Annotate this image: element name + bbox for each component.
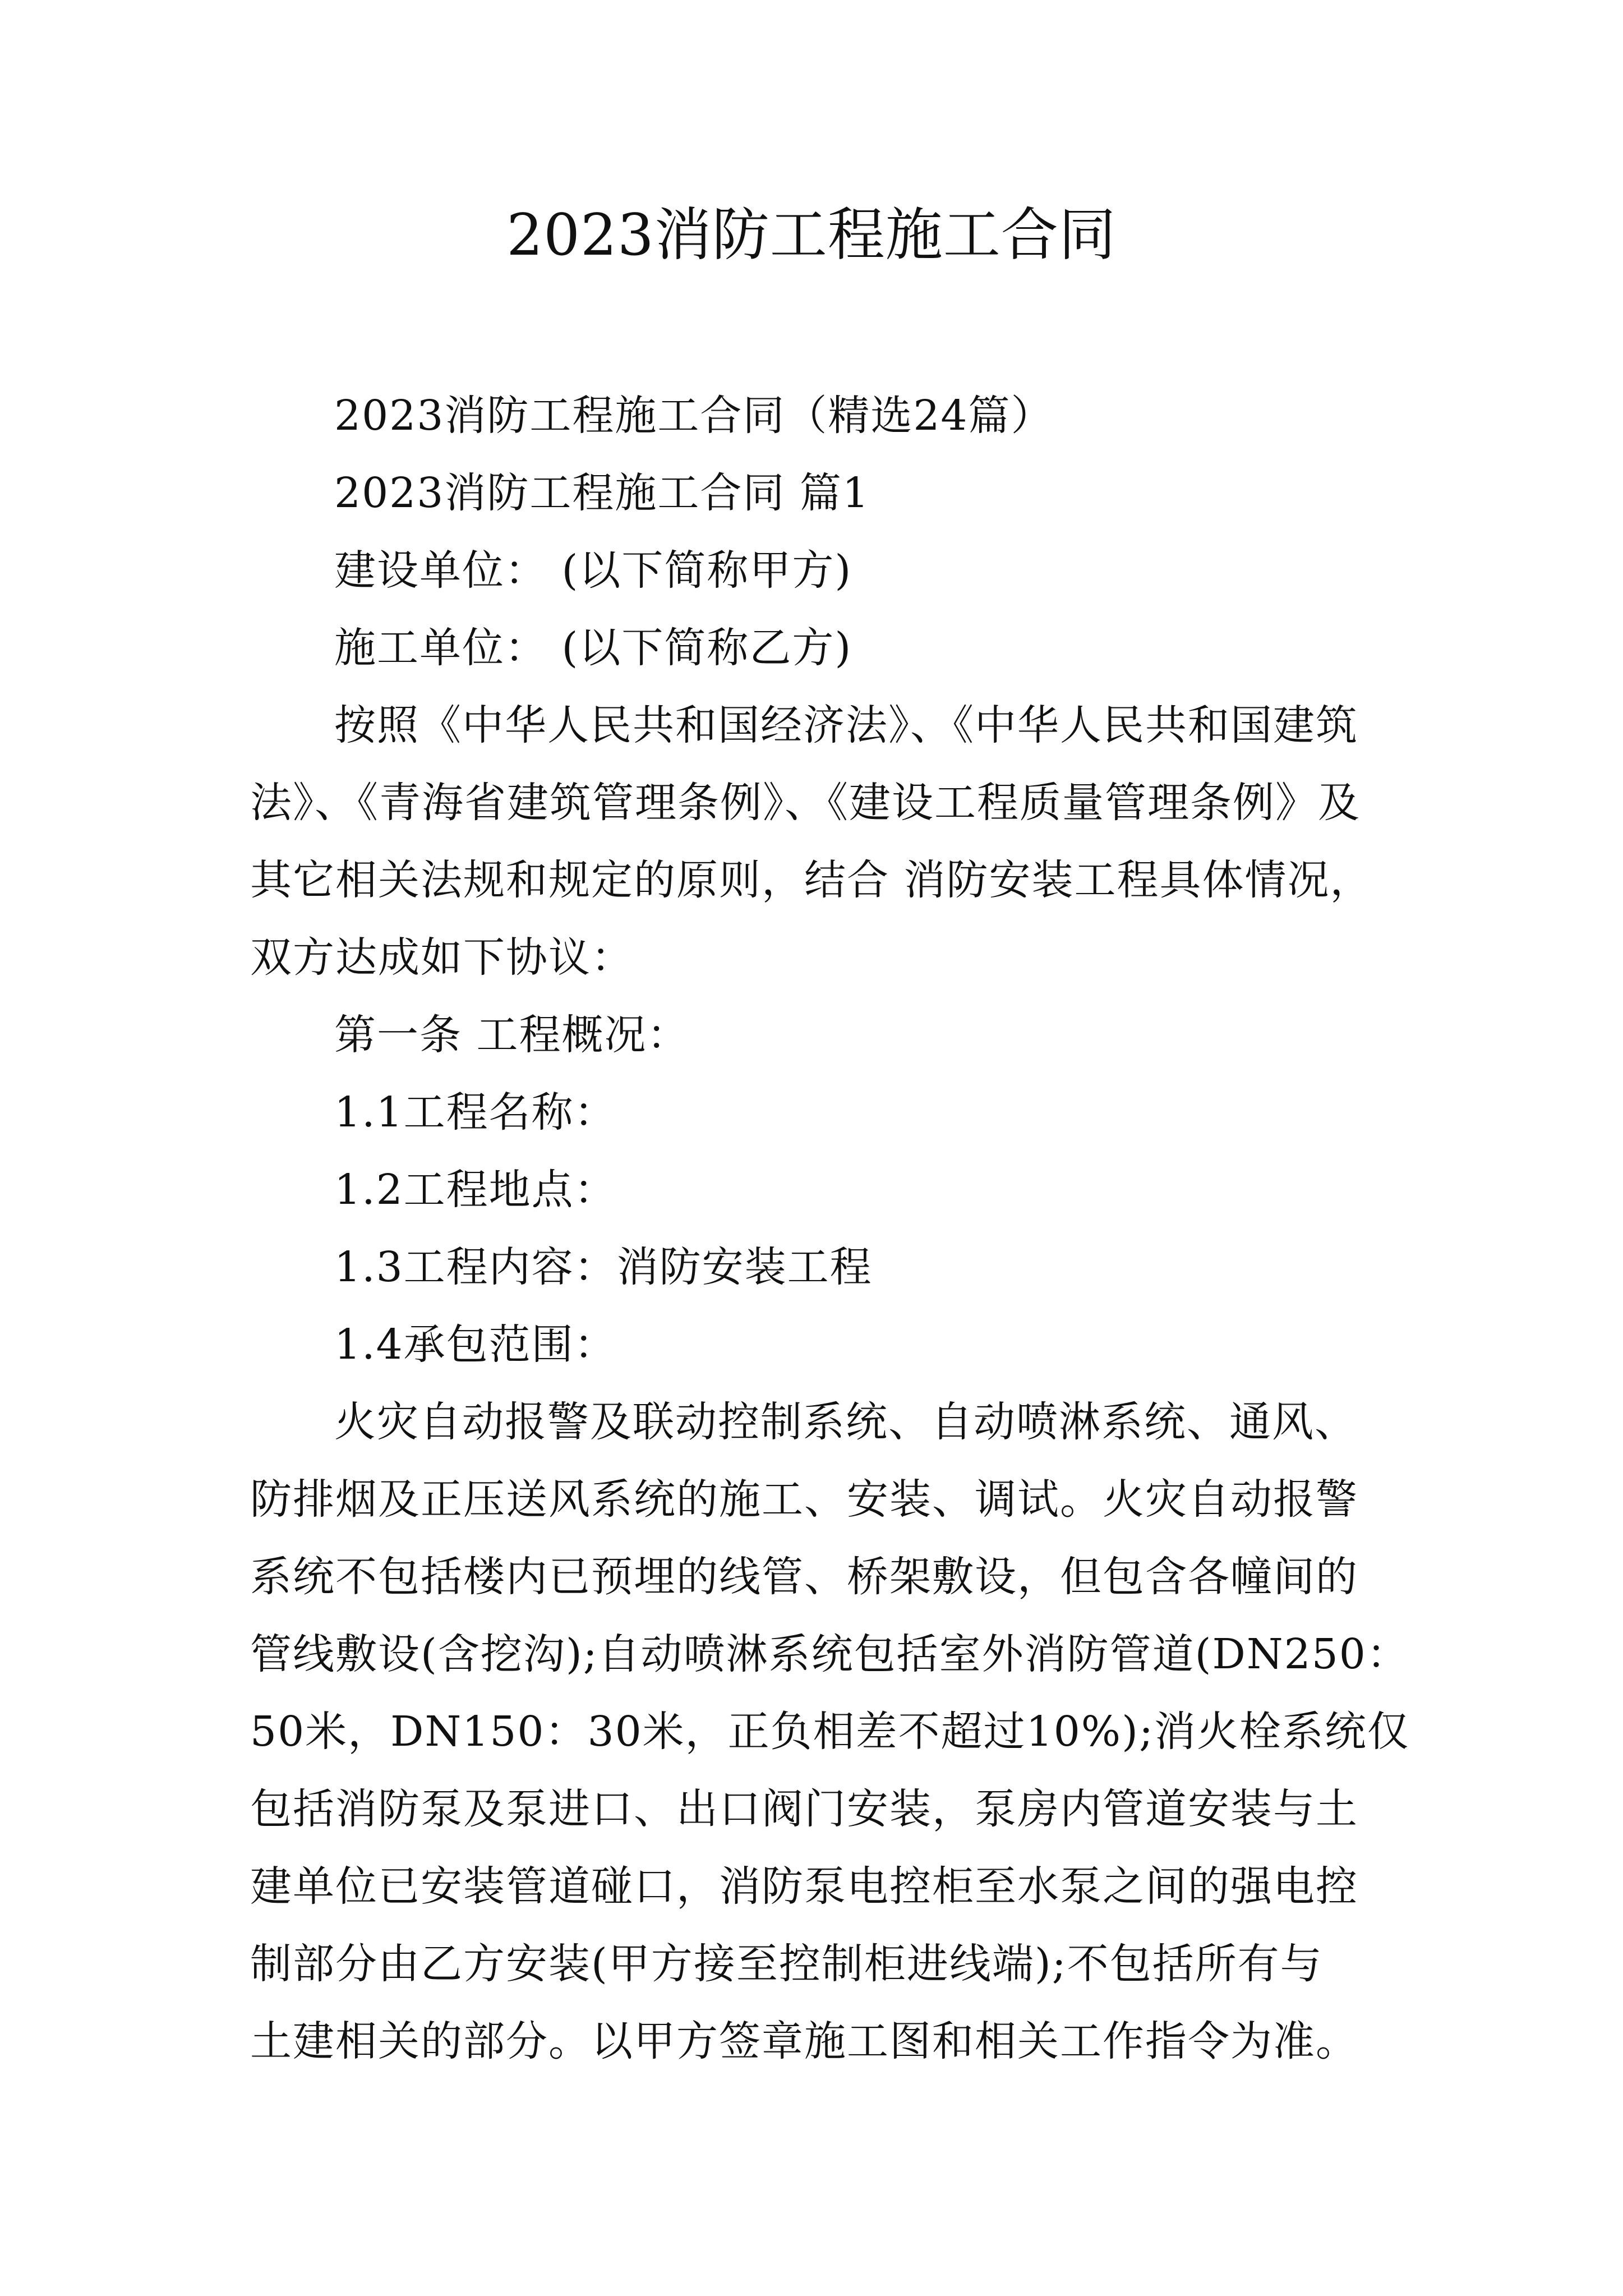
text-line: 1.4承包范围： [334, 1320, 617, 1369]
text-line: 包括消防泵及泵进口、出口阀门安装，泵房内管道安装与土 [250, 1785, 1358, 1833]
text-line: 建设单位： (以下简称甲方) [334, 546, 852, 595]
text-line: 法》、《青海省建筑管理条例》、《建设工程质量管理条例》及 [250, 779, 1361, 827]
text-line: 防排烟及正压送风系统的施工、安装、调试。火灾自动报警 [250, 1475, 1358, 1524]
text-line: 施工单位： (以下简称乙方) [334, 624, 852, 672]
text-line: 第一条 工程概况： [334, 1011, 690, 1059]
text-line: 1.2工程地点： [334, 1166, 617, 1214]
document-body [250, 377, 1410, 2080]
text-line: 2023消防工程施工合同（精选24篇） [334, 392, 1054, 440]
document-title: 2023消防工程施工合同 [506, 202, 1117, 269]
text-line: 双方达成如下协议： [250, 933, 634, 982]
text-line: 管线敷设(含挖沟);自动喷淋系统包括室外消防管道(DN250： [250, 1630, 1409, 1678]
text-line: 系统不包括楼内已预埋的线管、桥架敷设，但包含各幢间的 [250, 1553, 1358, 1601]
text-line: 土建相关的部分。以甲方签章施工图和相关工作指令为准。 [250, 2017, 1358, 2065]
text-line: 1.1工程名称： [334, 1088, 617, 1137]
text-line: 其它相关法规和规定的原则，结合 消防安装工程具体情况， [250, 856, 1373, 904]
text-line: 按照《中华人民共和国经济法》、《中华人民共和国建筑 [334, 701, 1358, 749]
text-line: 50米，DN150：30米，正负相差不超过10%);消火栓系统仅 [250, 1708, 1410, 1756]
text-line: 火灾自动报警及联动控制系统、自动喷淋系统、通风、 [334, 1398, 1357, 1446]
text-line: 1.3工程内容：消防安装工程 [334, 1243, 873, 1291]
text-line: 建单位已安装管道碰口，消防泵电控柜至水泵之间的强电控 [250, 1862, 1358, 1911]
text-line: 2023消防工程施工合同 篇1 [334, 469, 870, 517]
text-line: 制部分由乙方安装(甲方接至控制柜进线端);不包括所有与 [250, 1940, 1323, 1988]
